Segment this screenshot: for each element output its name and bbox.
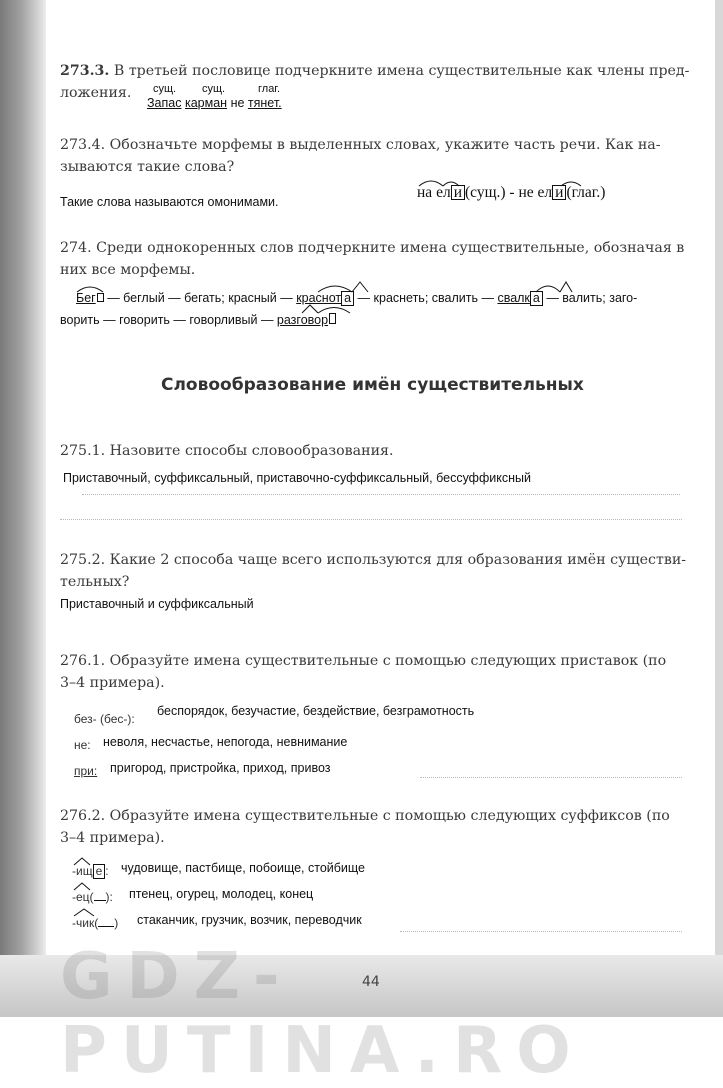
answer-suffix-chik: стаканчик, грузчик, возчик, переводчик: [137, 913, 362, 927]
prefix-pri: при:: [74, 764, 98, 778]
watermark: GDZ-PUTINA.RO: [60, 940, 585, 1088]
suffix-mark-k: [560, 282, 572, 292]
write-line: [420, 777, 682, 778]
exercise-number: 275.1.: [60, 443, 106, 459]
exercise-number: 273.4.: [60, 137, 106, 153]
answer-common-methods: Приставочный и суффиксальный: [60, 597, 254, 611]
exercise-276-1-line2: 3–4 примера).: [60, 675, 165, 691]
exercise-275-2-line2: тельных?: [60, 574, 130, 590]
exercise-275-1-line1: 275.1. Назовите способы словообразования.: [60, 443, 394, 459]
answer-prefix-pri: пригород, пристройка, приход, привоз: [110, 761, 331, 775]
label-noun-2: сущ.: [202, 83, 226, 95]
root-arc-el-2: [561, 182, 581, 186]
page-number: 44: [362, 974, 380, 990]
label-verb: глаг.: [258, 83, 281, 95]
answer-suffix-ec: птенец, огурец, молодец, конец: [129, 887, 314, 901]
exercise-273-4-line2: зываются такие слова?: [60, 159, 235, 175]
write-line: [60, 519, 682, 520]
proverb: Запас карман не тянет.: [147, 96, 282, 110]
exercise-number: 273.3.: [60, 63, 110, 79]
label-noun-1: сущ.: [153, 83, 177, 95]
write-line: [82, 494, 680, 495]
exercise-273-3-line2: ложения.: [60, 85, 132, 101]
suffix-mark-ot: [352, 282, 368, 292]
root-arc-el-1: [443, 182, 459, 186]
cognates-line-1: Бег — беглый — бегать; красный — краснот а — краснеть; свалить — свалк а — валить; заго-: [76, 291, 638, 305]
answer-prefix-bez: беспорядок, безучастие, бездействие, безграмотность: [157, 704, 475, 718]
cognates-line-2: ворить — говорить — говорливый — разговор: [60, 313, 336, 327]
exercise-number: 274.: [60, 240, 92, 256]
suffix-ishch: -ищ е :: [72, 864, 109, 878]
root-arc-beg: [77, 287, 103, 292]
root-arc-govor: [318, 308, 350, 314]
suffix-mark-chik: [74, 909, 94, 916]
suffix-chik: -чик( ): [72, 916, 119, 930]
root-arc-sval: [536, 286, 560, 292]
answer-omonyms: Такие слова называются омонимами.: [60, 195, 279, 209]
prefix-bez: без- (бес-):: [74, 712, 135, 726]
exercise-number: 276.1.: [60, 653, 106, 669]
root-arc-krasn: [318, 286, 352, 292]
exercise-number: 275.2.: [60, 552, 106, 568]
prefix-arc-na: [419, 181, 443, 186]
answer-word-formation: Приставочный, суффиксальный, приставочно-суффиксальный, бессуффиксный: [63, 471, 531, 485]
exercise-273-3-line1: 273.3. В третьей пословице подчеркните имена существительные как члены пред-: [60, 63, 690, 79]
exercise-274-line1: 274. Среди однокоренных слов подчеркните имена существительные, обозначая в: [60, 240, 685, 256]
prefix-mark-raz: [302, 305, 318, 313]
suffix-mark-ec: [74, 883, 90, 890]
exercise-276-1-line1: 276.1. Образуйте имена существительные с помощью следующих приставок (по: [60, 653, 667, 669]
exercise-275-2-line1: 275.2. Какие 2 способа чаще всего используются для образования имён существи-: [60, 552, 687, 568]
answer-suffix-ishch: чудовище, пастбище, побоище, стойбище: [121, 861, 366, 875]
morpheme-analysis: на ел и (сущ.) - не ел и (глаг.): [417, 184, 606, 201]
exercise-274-line2: них все морфемы.: [60, 262, 196, 278]
prefix-ne: не:: [74, 738, 91, 752]
exercise-276-2-line1: 276.2. Образуйте имена существительные с помощью следующих суффиксов (по: [60, 808, 670, 824]
exercise-273-4-line1: 273.4. Обозначьте морфемы в выделенных словах, укажите часть речи. Как на-: [60, 137, 661, 153]
answer-prefix-ne: неволя, несчастье, непогода, невнимание: [103, 735, 348, 749]
exercise-number: 276.2.: [60, 808, 106, 824]
section-title: Словообразование имён существительных: [161, 375, 584, 395]
suffix-ec: -ец( ):: [72, 890, 113, 904]
write-line: [400, 931, 682, 932]
exercise-276-2-line2: 3–4 примера).: [60, 830, 165, 846]
